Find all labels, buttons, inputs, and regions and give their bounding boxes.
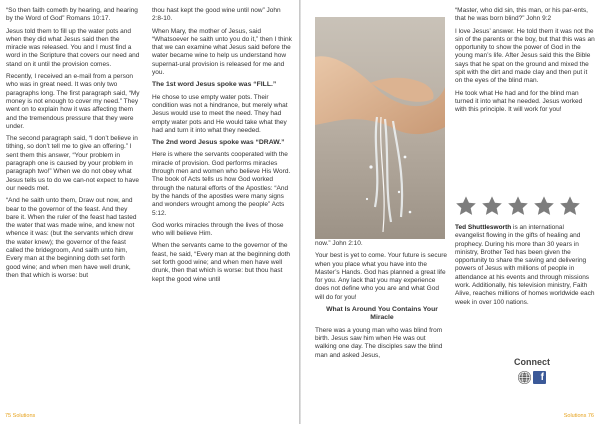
paragraph: “Master, who did sin, this man, or his par-ents, that he was born blind?” John 9:2 — [455, 7, 588, 23]
paragraph: Jesus told them to fill up the water pots and when they did what Jesus said then the miracle was released. You and I must find a word in the Scripture that covers our need and stand on it until the provision comes. — [6, 27, 140, 68]
paragraph: When Mary, the mother of Jesus, said “Whatsoever he saith unto you do it,” then I think that we can examine what Jesus said before the water became wine to help us understand how supernat-ural provision is released for me and you. — [152, 27, 292, 77]
paragraph: now.” John 2:10. — [315, 240, 363, 247]
paragraph: “And he saith unto them, Draw out now, and bear to the governor of the feast. And they bare it. When the ruler of the feast had tasted the water that was made wine, and knew not whence it was: (but the servants which drew the water knew); the governor of the feast called the bridegroom, And saith unto him, Every man at the beginning doth set forth good wine; and when men have well drunk, then that which is worse: but — [6, 197, 137, 279]
paragraph: I love Jesus’ answer. He told them it was not the sin of the parents or the boy, but that this was an opportunity to show the power of God in the young man’s life. After Jesus said this the Bible says that he spat on the ground and mixed the spit with the dirt and made clay and then put it on the eyes of the blind man. — [455, 27, 595, 85]
left-page — [0, 0, 299, 424]
section-heading-miracle: What Is Around You Contains Your Miracle — [326, 306, 438, 322]
paragraph: The second paragraph said, “I don’t believe in tithing, so don’t tell me to give an offering.” I sent them this answer, “Your problem in paragraph one is caused by your problem in paragraph two!” When we do not obey what Jesus tells us to do we can-not expect to have our needs met. — [6, 135, 139, 192]
star-icon — [533, 195, 555, 217]
page-footer-right: Solutions 76 — [563, 413, 594, 419]
star-icon — [481, 195, 503, 217]
star-rating — [455, 195, 595, 219]
paragraph: There was a young man who was blind from birth. Jesus saw him when He was out walking one day. The disciples saw the blind man and asked Jesus, — [315, 326, 443, 359]
paragraph: Here is where the servants cooperated with the miracle of provision. God performs miracles through men and women who believe His Word. The book of Acts tells us how God worked through the natural efforts of the Apostles: “And by the hands of the apostles were many signs and wonders wrought among the people” Acts 5:12. — [152, 151, 291, 217]
globe-icon[interactable] — [518, 371, 531, 384]
page-footer-left: 75 Solutions — [5, 413, 36, 419]
star-icon — [559, 195, 581, 217]
connect-label: Connect — [514, 357, 550, 367]
column-2 — [152, 7, 292, 288]
paragraph: He took what He had and for the blind man turned it into what he needed. Jesus worked with this principle. It will work for you! — [455, 89, 583, 114]
paragraph: When the servants came to the governor of the feast, he said, “Every man at the beginning doth set forth good wine; and when men have well drunk, then that which is worse: but thou hast kept the good wine until — [152, 242, 291, 283]
star-icon — [455, 195, 477, 217]
paragraph: God works miracles through the lives of those who will believe Him. — [152, 221, 284, 238]
paragraph: thou hast kept the good wine until now” John 2:8-10. — [152, 7, 281, 23]
paragraph: “So then faith cometh by hearing, and hearing by the Word of God” Romans 10:17. — [6, 7, 138, 23]
column-1 — [6, 7, 141, 284]
section-heading-draw: The 2nd word Jesus spoke was “DRAW.” — [152, 139, 285, 147]
author-bio-text: is an international evangelist flowing in the gifts of healing and prophecy. During his more than 30 years in ministry, Brother Ted has been given the opportunity to share the saving and delivering powers of Jesus with millions of people in attendance at his events and through missions work. Additionally, his television ministry, Faith Alive, reaches millions of homes worldwide each week in over 100 nations. — [455, 224, 595, 306]
column-3 — [315, 240, 449, 364]
author-bio — [455, 224, 595, 307]
hands-water-photo — [315, 17, 445, 239]
author-name: Ted Shuttlesworth — [455, 224, 512, 231]
right-page — [301, 0, 600, 424]
paragraph: Recently, I received an e-mail from a person who was in great need. It was only two paragraphs long. The first paragraph said, “My money is not enough to cover my need.” They went on to explain how it was affecting them and the tremendous pressure that they were under. — [6, 73, 140, 130]
section-heading-fill: The 1st word Jesus spoke was “FILL.” — [152, 81, 277, 89]
facebook-icon[interactable]: f — [533, 371, 546, 384]
paragraph: Your best is yet to come. Your future is secure when you place what you have into the Master’s Hands. God has planned a great life for you. Any lack that you may experience does not define who you are and what God will do for you! — [315, 252, 447, 301]
social-links — [518, 371, 546, 384]
paragraph: He chose to use empty water pots. Their condition was not a hindrance, but merely what Jesus would use to meet the need. They had empty water pots and He would take what they had and turn it into what they needed. — [152, 93, 288, 134]
star-icon — [507, 195, 529, 217]
column-4 — [455, 7, 595, 119]
